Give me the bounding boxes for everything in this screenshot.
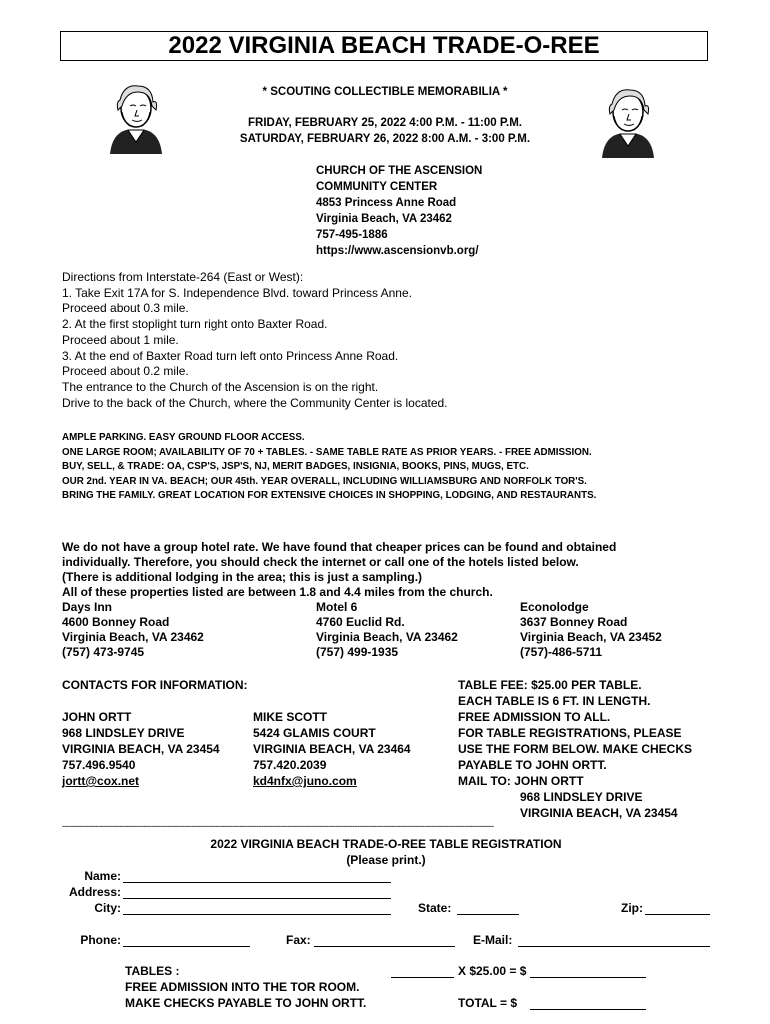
table-info-line: VIRGINIA BEACH, VA 23454: [520, 806, 678, 820]
zip-field[interactable]: [645, 914, 710, 915]
city-field[interactable]: [123, 914, 391, 915]
contact-mike-scott: [253, 709, 411, 789]
hotel-address: 3637 Bonney Road: [520, 615, 628, 629]
table-info-line: PAYABLE TO JOHN ORTT.: [458, 758, 607, 772]
venue-website-link[interactable]: https://www.ascensionvb.org/: [316, 245, 479, 257]
hotel-intro-block: [62, 540, 616, 600]
cut-line-divider: ------------------------------------------------------------------------------------------------------------------------------------------------------------------------------------: [62, 821, 494, 831]
event-date-friday: FRIDAY, FEBRUARY 25, 2022 4:00 P.M. - 11:00 P.M.: [248, 117, 522, 129]
total-label: TOTAL = $: [458, 996, 518, 1010]
state-label: State:: [418, 901, 452, 915]
hotel-intro-line: individually. Therefore, you should check the internet or call one of the hotels listed below.: [62, 555, 579, 569]
highlight-line: AMPLE PARKING. EASY GROUND FLOOR ACCESS.: [62, 432, 305, 443]
hotel-name: Econolodge: [520, 600, 589, 614]
directions-line: Proceed about 1 mile.: [62, 332, 179, 347]
fax-field[interactable]: [314, 946, 455, 947]
venue-line: Virginia Beach, VA 23462: [316, 213, 452, 225]
address-field[interactable]: [123, 898, 391, 899]
table-info-line: 968 LINDSLEY DRIVE: [520, 790, 643, 804]
hotel-phone: (757) 473-9745: [62, 645, 145, 659]
contact-email-link[interactable]: jortt@cox.net: [62, 774, 140, 788]
highlight-line: ONE LARGE ROOM; AVAILABILITY OF 70 + TABLES. - SAME TABLE RATE AS PRIOR YEARS. - FREE ADMISSION.: [62, 446, 592, 458]
table-info-line: FREE ADMISSION TO ALL.: [458, 710, 611, 724]
email-field[interactable]: [518, 946, 710, 947]
hotel-intro-line: We do not have a group hotel rate. We have found that cheaper prices can be found and obtained: [62, 540, 617, 554]
page-title: 2022 VIRGINIA BEACH TRADE-O-REE: [60, 31, 708, 61]
subtotal-field[interactable]: [530, 977, 646, 978]
phone-field[interactable]: [123, 946, 250, 947]
directions-line: Drive to the back of the Church, where the Community Center is located.: [62, 395, 448, 410]
hotel-city: Virginia Beach, VA 23462: [62, 630, 204, 644]
contact-line: 757.496.9540: [62, 758, 136, 772]
highlights-block: [62, 431, 596, 504]
hotel-motel-6: [316, 600, 458, 660]
directions-line: 1. Take Exit 17A for S. Independence Blvd. toward Princess Anne.: [62, 285, 412, 300]
zip-label: Zip:: [621, 901, 643, 915]
directions-line: 3. At the end of Baxter Road turn left onto Princess Anne Road.: [62, 348, 399, 363]
venue-line: CHURCH OF THE ASCENSION: [316, 165, 483, 177]
table-info-line: FOR TABLE REGISTRATIONS, PLEASE: [458, 726, 682, 740]
phone-label: Phone:: [80, 933, 121, 947]
directions-line: The entrance to the Church of the Ascension is on the right.: [62, 379, 379, 394]
form-subtitle: (Please print.): [346, 853, 426, 867]
event-date-saturday: SATURDAY, FEBRUARY 26, 2022 8:00 A.M. - 3:00 P.M.: [239, 133, 531, 145]
contacts-heading: CONTACTS FOR INFORMATION:: [62, 678, 248, 692]
directions-line: 2. At the first stoplight turn right onto Baxter Road.: [62, 317, 328, 332]
hotel-city: Virginia Beach, VA 23452: [520, 630, 662, 644]
total-field[interactable]: [530, 1009, 646, 1010]
venue-line: 757-495-1886: [316, 229, 388, 241]
table-info-line: TABLE FEE: $25.00 PER TABLE.: [458, 678, 642, 692]
directions-block: [62, 270, 448, 411]
hotel-city: Virginia Beach, VA 23462: [316, 630, 458, 644]
highlight-line: BUY, SELL, & TRADE: OA, CSP'S, JSP'S, NJ, MERIT BADGES, INSIGNIA, BOOKS, PINS, MUGS, ETC.: [62, 461, 529, 473]
hotel-address: 4760 Euclid Rd.: [316, 615, 405, 629]
contact-line: JOHN ORTT: [62, 710, 132, 724]
admission-note: FREE ADMISSION INTO THE TOR ROOM.: [125, 980, 360, 994]
directions-line: Proceed about 0.2 mile.: [62, 364, 189, 379]
name-label: Name:: [84, 869, 121, 883]
portrait-left-image: [104, 76, 168, 154]
fax-label: Fax:: [286, 933, 311, 947]
directions-line: Proceed about 0.3 mile.: [62, 301, 189, 316]
checks-note: MAKE CHECKS PAYABLE TO JOHN ORTT.: [125, 996, 367, 1010]
contact-email-link[interactable]: kd4nfx@juno.com: [253, 774, 357, 788]
venue-line: COMMUNITY CENTER: [316, 181, 438, 193]
venue-block: [316, 163, 482, 259]
hotel-name: Days Inn: [62, 600, 113, 614]
hotel-name: Motel 6: [316, 600, 358, 614]
table-info-line: EACH TABLE IS 6 FT. IN LENGTH.: [458, 694, 651, 708]
contact-line: 5424 GLAMIS COURT: [253, 726, 376, 740]
table-info-line: MAIL TO: JOHN ORTT: [458, 774, 584, 788]
hotel-phone: (757) 499-1935: [316, 645, 399, 659]
hotel-intro-line: All of these properties listed are between 1.8 and 4.4 miles from the church.: [62, 585, 493, 599]
email-label: E-Mail:: [473, 933, 513, 947]
highlight-line: BRING THE FAMILY. GREAT LOCATION FOR EXTENSIVE CHOICES IN SHOPPING, LODGING, AND RESTAURANTS.: [62, 490, 597, 502]
hotel-address: 4600 Bonney Road: [62, 615, 170, 629]
rate-label: X $25.00 = $: [458, 964, 527, 978]
contact-line: MIKE SCOTT: [253, 710, 327, 724]
venue-line: 4853 Princess Anne Road: [316, 197, 457, 209]
name-field[interactable]: [123, 882, 391, 883]
city-label: City:: [94, 901, 121, 915]
contact-line: VIRGINIA BEACH, VA 23464: [253, 742, 411, 756]
tables-label: TABLES :: [125, 964, 180, 978]
address-label: Address:: [68, 885, 121, 899]
hotel-econolodge: [520, 600, 662, 660]
portrait-right-image: [596, 80, 660, 158]
form-title: 2022 VIRGINIA BEACH TRADE-O-REE TABLE REGISTRATION: [210, 837, 562, 851]
table-info-line: USE THE FORM BELOW. MAKE CHECKS: [458, 742, 693, 756]
contact-line: 968 LINDSLEY DRIVE: [62, 726, 185, 740]
tables-count-field[interactable]: [391, 977, 454, 978]
contact-line: 757.420.2039: [253, 758, 327, 772]
subtitle: * SCOUTING COLLECTIBLE MEMORABILIA *: [262, 86, 508, 98]
directions-line: Directions from Interstate-264 (East or West):: [62, 270, 304, 284]
table-info-block: [458, 677, 692, 821]
highlight-line: OUR 2nd. YEAR IN VA. BEACH; OUR 45th. YEAR OVERALL, INCLUDING WILLIAMSBURG AND NORFOLK TOR'S.: [62, 475, 587, 487]
hotel-days-inn: [62, 600, 204, 660]
contact-john-ortt: [62, 709, 220, 789]
hotel-intro-line: (There is additional lodging in the area; this is just a sampling.): [62, 570, 423, 584]
contact-line: VIRGINIA BEACH, VA 23454: [62, 742, 220, 756]
state-field[interactable]: [457, 914, 519, 915]
hotel-phone: (757)-486-5711: [520, 645, 603, 659]
